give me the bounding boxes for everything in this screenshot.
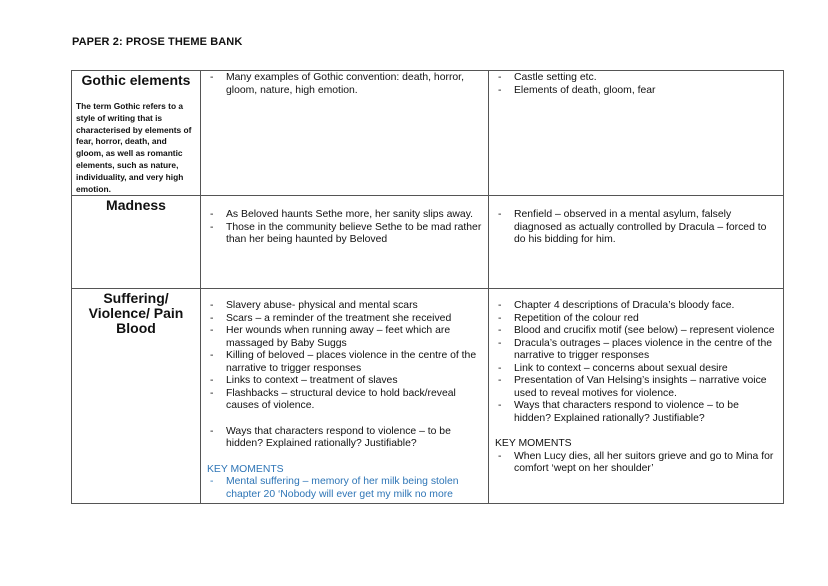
list-item: - Links to context – treatment of slaves — [207, 375, 482, 388]
theme-cell — [72, 71, 201, 196]
list-item: - As Beloved haunts Sethe more, her sanity slips away. — [207, 209, 482, 222]
novel-a-cell — [201, 71, 489, 196]
list-item: - Killing of beloved – places violence in the centre of the narrative to trigger responses — [207, 350, 482, 375]
list-item: - Her wounds when running away – feet which are massaged by Baby Suggs — [207, 325, 482, 350]
table-row — [72, 289, 784, 504]
theme-table — [71, 70, 784, 504]
list-item: - Ways that characters respond to violence – to be hidden? Explained rationally? Justifiable? — [495, 400, 777, 425]
theme-cell — [72, 196, 201, 289]
list-item: - Scars – a reminder of the treatment she received — [207, 313, 482, 326]
list-item: - Slavery abuse- physical and mental scars — [207, 300, 482, 313]
list-item: - Those in the community believe Sethe to be mad rather than her being haunted by Beloved — [207, 222, 482, 247]
list-item: - Presentation of Van Helsing’s insights – narrative voice used to reveal motives for violence. — [495, 375, 777, 400]
key-moments-heading: KEY MOMENTS — [495, 438, 572, 450]
page-title: PAPER 2: PROSE THEME BANK — [72, 36, 243, 48]
list-item: - Ways that characters respond to violence – to be hidden? Explained rationally? Justifiable? — [207, 426, 482, 451]
theme-name-line: Violence/ Pain — [88, 305, 184, 322]
novel-b-cell — [489, 71, 784, 196]
key-moments-heading: KEY MOMENTS — [207, 463, 284, 475]
key-moment-item: - When Lucy dies, all her suitors grieve and go to Mina for comfort ‘wept on her shoulder’ — [495, 451, 777, 476]
theme-name: Madness — [106, 197, 166, 214]
list-item: - Renfield – observed in a mental asylum, falsely diagnosed as actually controlled by Dracula – forced to do his bidding for him. — [495, 209, 777, 247]
list-item: - Castle setting etc. — [495, 72, 777, 85]
theme-name-line: Suffering/ — [103, 290, 169, 307]
theme-name: Gothic elements — [81, 72, 191, 88]
novel-a-cell — [201, 289, 489, 504]
novel-a-cell — [201, 196, 489, 289]
list-item: - Blood and crucifix motif (see below) – represent violence — [495, 325, 777, 338]
novel-b-cell — [489, 289, 784, 504]
list-item: - Repetition of the colour red — [495, 313, 777, 326]
novel-b-cell — [489, 196, 784, 289]
list-item: - Flashbacks – structural device to hold back/reveal causes of violence. — [207, 388, 482, 413]
list-item: - Link to context – concerns about sexual desire — [495, 363, 777, 376]
theme-name-line: Blood — [116, 320, 156, 337]
list-item: - Dracula’s outrages – places violence in the centre of the narrative to trigger responses — [495, 338, 777, 363]
list-item: - Elements of death, gloom, fear — [495, 85, 777, 98]
table-row — [72, 196, 784, 289]
theme-cell — [72, 289, 201, 504]
list-item: - Many examples of Gothic convention: death, horror, gloom, nature, high emotion. — [207, 72, 482, 97]
table-row — [72, 71, 784, 196]
key-moment-item: - Mental suffering – memory of her milk being stolen chapter 20 ‘Nobody will ever get my milk no more — [207, 476, 482, 501]
list-item: - Chapter 4 descriptions of Dracula’s bloody face. — [495, 300, 777, 313]
theme-description: The term Gothic refers to a style of writing that is characterised by elements of fear, horror, death, and gloom, as well as romantic elements, such as nature, individuality, and very high emotion. — [76, 101, 192, 194]
